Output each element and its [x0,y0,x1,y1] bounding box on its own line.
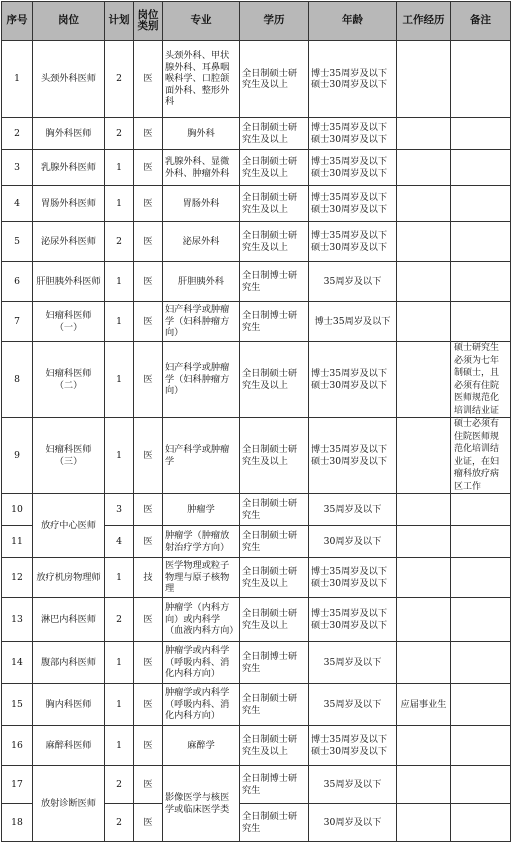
row-category: 医 [134,684,163,726]
row-experience [397,186,451,222]
row-note: 硕士研究生必须为七年制硕士，且必须有住院医师规范化培训结业证 [451,342,511,418]
row-note [451,766,511,804]
row-note [451,684,511,726]
row-no: 10 [2,494,33,526]
row-education: 全日制硕士研究生及以上 [240,342,309,418]
row-category: 医 [134,804,163,842]
row-post: 放疗中心医师 [33,494,105,558]
row-plan: 1 [105,302,134,342]
table-row [2,684,511,726]
row-education: 全日制硕士研究生及以上 [240,418,309,494]
row-note [451,642,511,684]
table-row [2,418,511,494]
row-note: 硕士必须有住院医师规范化培训结业证，在妇瘤科放疗病区工作 [451,418,511,494]
row-note [451,118,511,150]
row-experience [397,418,451,494]
row-age: 35周岁及以下 [309,262,397,302]
row-no: 13 [2,598,33,642]
header-post: 岗位 [33,2,105,41]
row-experience [397,726,451,766]
row-note [451,41,511,118]
table-row [2,726,511,766]
row-experience [397,342,451,418]
row-post: 放疗机房物理师 [33,558,105,598]
row-age: 博士35周岁及以下 硕士30周岁及以下 [309,726,397,766]
row-note [451,598,511,642]
row-education: 全日制硕士研究生及以上 [240,558,309,598]
row-plan: 1 [105,262,134,302]
row-plan: 2 [105,804,134,842]
row-major: 肿瘤学（内科方向）或内科学（血液内科方向） [163,598,240,642]
row-education: 全日制硕士研究生及以上 [240,41,309,118]
row-plan: 1 [105,684,134,726]
row-post: 头颈外科医师 [33,41,105,118]
row-major: 肿瘤学或内科学（呼吸内科、消化内科方向） [163,684,240,726]
row-note [451,150,511,186]
row-no: 18 [2,804,33,842]
row-experience [397,766,451,804]
row-experience: 应届事业生 [397,684,451,726]
row-age: 博士35周岁及以下 硕士30周岁及以下 [309,222,397,262]
row-education: 全日制硕士研究生及以上 [240,186,309,222]
header-row [2,2,511,41]
header-plan: 计划 [105,2,134,41]
row-education: 全日制博士研究生 [240,766,309,804]
table-row [2,150,511,186]
row-category: 医 [134,41,163,118]
row-experience [397,262,451,302]
header-education: 学历 [240,2,309,41]
row-category: 医 [134,494,163,526]
row-category: 医 [134,150,163,186]
row-plan: 2 [105,118,134,150]
row-note [451,262,511,302]
row-age: 35周岁及以下 [309,642,397,684]
row-major: 胃肠外科 [163,186,240,222]
header-note: 备注 [451,2,511,41]
row-no: 6 [2,262,33,302]
row-age: 博士35周岁及以下 硕士30周岁及以下 [309,558,397,598]
row-education: 全日制博士研究生 [240,262,309,302]
row-age: 35周岁及以下 [309,766,397,804]
table-row [2,766,511,804]
table-row [2,642,511,684]
row-post: 妇瘤科医师（一） [33,302,105,342]
row-plan: 1 [105,418,134,494]
table-row [2,41,511,118]
row-age: 博士35周岁及以下 [309,302,397,342]
table-row [2,494,511,526]
table-row [2,302,511,342]
row-age: 博士35周岁及以下 硕士30周岁及以下 [309,598,397,642]
row-age: 博士35周岁及以下 硕士30周岁及以下 [309,150,397,186]
row-experience [397,150,451,186]
row-no: 9 [2,418,33,494]
row-post: 妇瘤科医师（二） [33,342,105,418]
row-note [451,726,511,766]
row-post: 淋巴内科医师 [33,598,105,642]
recruitment-table [1,1,511,842]
row-education: 全日制博士研究生 [240,642,309,684]
row-category: 医 [134,418,163,494]
row-category: 医 [134,766,163,804]
row-note [451,186,511,222]
row-plan: 2 [105,598,134,642]
row-major: 胸外科 [163,118,240,150]
header-no: 序号 [2,2,33,41]
row-post: 胸内科医师 [33,684,105,726]
row-no: 12 [2,558,33,598]
row-post: 泌尿外科医师 [33,222,105,262]
row-plan: 2 [105,41,134,118]
row-education: 全日制硕士研究生及以上 [240,598,309,642]
row-age: 30周岁及以下 [309,804,397,842]
row-category: 医 [134,526,163,558]
row-post: 麻醉科医师 [33,726,105,766]
row-note [451,526,511,558]
row-no: 11 [2,526,33,558]
row-experience [397,598,451,642]
row-post: 放射诊断医师 [33,766,105,842]
row-age: 博士35周岁及以下 硕士30周岁及以下 [309,418,397,494]
row-major: 妇产科学或肿瘤学（妇科肿瘤方向） [163,302,240,342]
row-plan: 2 [105,766,134,804]
row-experience [397,558,451,598]
row-category: 医 [134,598,163,642]
table-row [2,598,511,642]
row-no: 17 [2,766,33,804]
table-row [2,342,511,418]
row-experience [397,41,451,118]
row-no: 14 [2,642,33,684]
table-row [2,558,511,598]
row-age: 博士35周岁及以下 硕士30周岁及以下 [309,342,397,418]
row-no: 4 [2,186,33,222]
row-no: 15 [2,684,33,726]
row-plan: 1 [105,150,134,186]
row-experience [397,222,451,262]
row-major: 妇产科学或肿瘤学 [163,418,240,494]
row-plan: 1 [105,558,134,598]
row-no: 1 [2,41,33,118]
row-note [451,558,511,598]
row-note [451,302,511,342]
header-experience: 工作经历 [397,2,451,41]
row-major: 头颈外科、甲状腺外科、耳鼻咽喉科学、口腔颌面外科、整形外科 [163,41,240,118]
row-major: 妇产科学或肿瘤学（妇科肿瘤方向） [163,342,240,418]
row-no: 7 [2,302,33,342]
row-education: 全日制博士研究生 [240,302,309,342]
row-post: 肝胆胰外科医师 [33,262,105,302]
row-experience [397,642,451,684]
row-plan: 4 [105,526,134,558]
row-no: 3 [2,150,33,186]
row-category: 医 [134,262,163,302]
table-row [2,118,511,150]
row-post: 妇瘤科医师（三） [33,418,105,494]
row-category: 技 [134,558,163,598]
row-education: 全日制硕士研究生 [240,494,309,526]
row-education: 全日制硕士研究生 [240,526,309,558]
row-no: 8 [2,342,33,418]
row-category: 医 [134,642,163,684]
row-category: 医 [134,726,163,766]
row-major: 麻醉学 [163,726,240,766]
row-no: 5 [2,222,33,262]
row-note [451,494,511,526]
row-major: 医学物理或粒子物理与原子核物理 [163,558,240,598]
row-age: 35周岁及以下 [309,494,397,526]
row-plan: 1 [105,642,134,684]
row-major: 影像医学与核医学或临床医学类 [163,766,240,842]
row-post: 腹部内科医师 [33,642,105,684]
row-plan: 1 [105,726,134,766]
row-category: 医 [134,342,163,418]
row-education: 全日制硕士研究生及以上 [240,118,309,150]
row-experience [397,494,451,526]
row-age: 博士35周岁及以下 硕士30周岁及以下 [309,186,397,222]
row-experience [397,302,451,342]
row-major: 乳腺外科、显微外科、肿瘤外科 [163,150,240,186]
row-education: 全日制硕士研究生 [240,684,309,726]
row-plan: 2 [105,222,134,262]
row-post: 胸外科医师 [33,118,105,150]
row-education: 全日制硕士研究生 [240,804,309,842]
row-age: 35周岁及以下 [309,684,397,726]
row-category: 医 [134,186,163,222]
table-row [2,262,511,302]
header-major: 专业 [163,2,240,41]
row-major: 肝胆胰外科 [163,262,240,302]
row-note [451,222,511,262]
row-major: 肿瘤学（肿瘤放射治疗学方向） [163,526,240,558]
row-category: 医 [134,118,163,150]
row-major: 泌尿外科 [163,222,240,262]
row-experience [397,118,451,150]
row-education: 全日制硕士研究生及以上 [240,726,309,766]
row-plan: 1 [105,342,134,418]
row-education: 全日制硕士研究生及以上 [240,150,309,186]
row-plan: 1 [105,186,134,222]
row-post: 胃肠外科医师 [33,186,105,222]
row-plan: 3 [105,494,134,526]
table-row [2,186,511,222]
row-category: 医 [134,302,163,342]
row-age: 博士35周岁及以下 硕士30周岁及以下 [309,41,397,118]
header-category: 岗位类别 [134,2,163,41]
header-age: 年龄 [309,2,397,41]
row-post: 乳腺外科医师 [33,150,105,186]
row-no: 2 [2,118,33,150]
row-experience [397,526,451,558]
row-education: 全日制硕士研究生及以上 [240,222,309,262]
row-major: 肿瘤学或内科学（呼吸内科、消化内科方向） [163,642,240,684]
row-category: 医 [134,222,163,262]
row-age: 30周岁及以下 [309,526,397,558]
row-age: 博士35周岁及以下 硕士30周岁及以下 [309,118,397,150]
table-row [2,222,511,262]
row-no: 16 [2,726,33,766]
row-major: 肿瘤学 [163,494,240,526]
